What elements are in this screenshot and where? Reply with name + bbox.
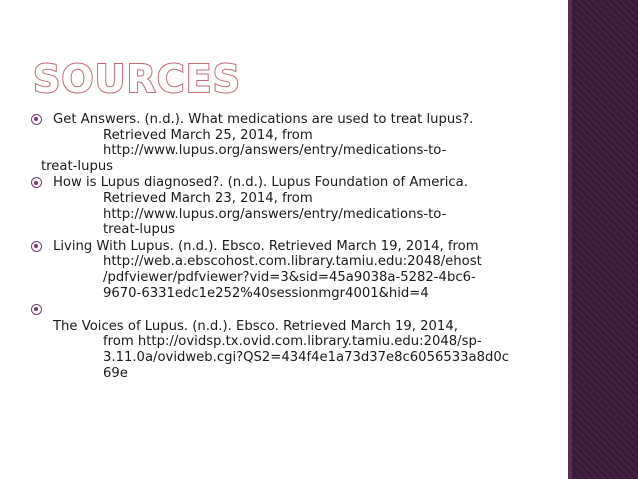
list-item [31,175,559,237]
source-url: /pdfviewer/pdfviewer?vid=3&sid=45a9038a-5282-4bc6- [103,269,476,285]
slide-title: SOURCES [33,57,242,101]
list-item [31,239,559,301]
bullet-icon [31,114,42,125]
list-item-empty [31,302,559,318]
source-url: 69e [103,365,128,381]
source-url: treat-lupus [103,222,176,238]
source-text: The Voices of Lupus. (n.d.). Ebsco. Retrieved March 19, 2014, [53,318,458,334]
bullet-icon [31,304,42,315]
bullet-icon [31,177,42,188]
bullet-icon [31,241,42,252]
source-url: http://www.lupus.org/answers/entry/medications-to- [103,143,447,159]
list-item [31,112,559,174]
source-url: treat-lupus [41,158,114,174]
source-text: Retrieved March 25, 2014, from [103,127,313,143]
source-url: 9670-6331edc1e252%40sessionmgr4001&hid=4 [103,285,429,301]
decorative-side-bar [568,0,638,479]
source-text: How is Lupus diagnosed?. (n.d.). Lupus Foundation of America. [53,175,468,191]
source-text: Living With Lupus. (n.d.). Ebsco. Retrieved March 19, 2014, from [53,238,479,254]
sources-list [31,112,559,382]
source-url: http://web.a.ebscohost.com.library.tamiu.edu:2048/ehost [103,254,482,270]
source-url: 3.11.0a/ovidweb.cgi?QS2=434f4e1a73d37e8c6056533a8d0c [103,349,510,365]
source-text: Retrieved March 23, 2014, from [103,190,313,206]
list-item [31,319,559,381]
source-url: from http://ovidsp.tx.ovid.com.library.tamiu.edu:2048/sp- [103,334,482,350]
source-url: http://www.lupus.org/answers/entry/medications-to- [103,206,447,222]
source-text: Get Answers. (n.d.). What medications are used to treat lupus?. [53,112,474,127]
